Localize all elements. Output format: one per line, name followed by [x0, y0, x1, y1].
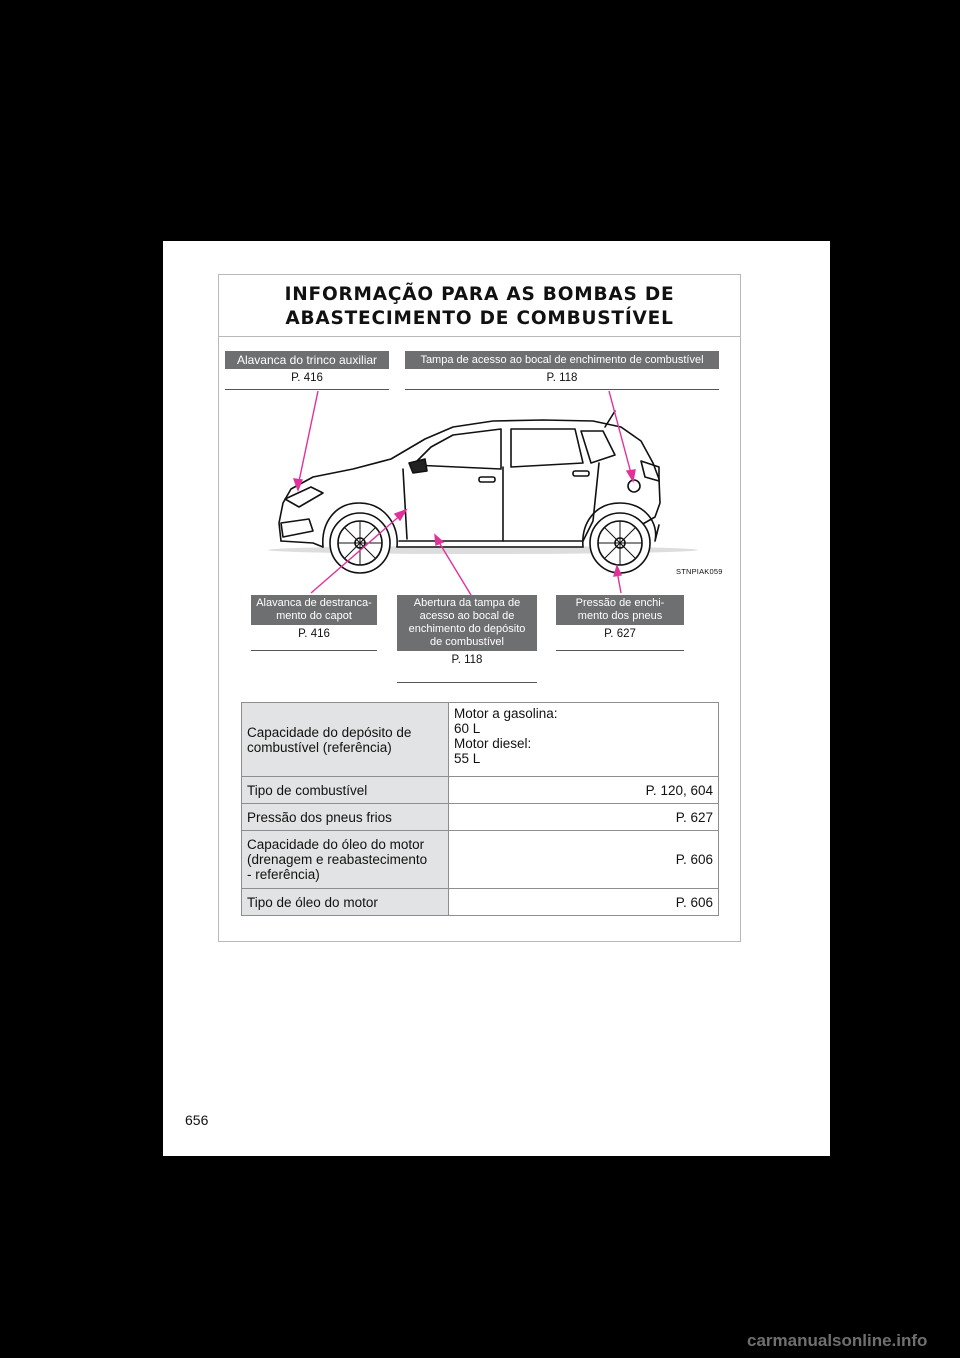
table-cell-value: P. 606 [449, 831, 719, 889]
table-row [242, 703, 719, 777]
callout-tire-pressure-label [556, 595, 684, 625]
callout-hood-release-label [251, 595, 377, 625]
table-cell-label: Tipo de óleo do motor [242, 889, 449, 916]
callout-fuel-opener-label [397, 595, 537, 651]
table-cell-label [242, 831, 449, 889]
callout-fuel-opener-line4: de combustível [430, 636, 504, 648]
divider [397, 682, 537, 683]
title-line-2: ABASTECIMENTO DE COMBUSTÍVEL [285, 308, 674, 329]
watermark-link[interactable]: carmanualsonline.info [747, 1331, 928, 1350]
table-row [242, 804, 719, 831]
table-row [242, 777, 719, 804]
callout-hood-release-line1: Alavanca de destranca- [256, 597, 372, 609]
table-cell-label: Pressão dos pneus frios [242, 804, 449, 831]
callout-fuel-opener-line3: enchimento do depósito [408, 623, 526, 635]
callout-hood-release [251, 595, 377, 641]
cell-line: Capacidade do óleo do motor [247, 837, 425, 852]
callout-hood-release-line2: mento do capot [276, 610, 352, 622]
callout-tire-pressure [556, 595, 684, 641]
cell-line: Motor diesel: [454, 736, 532, 751]
cell-line: Motor a gasolina: [454, 706, 558, 721]
table-row [242, 889, 719, 916]
table-cell-value [449, 703, 719, 777]
callout-fuel-opener [397, 595, 537, 667]
callout-fuel-door-page: P. 118 [546, 372, 578, 384]
table-cell-label: Tipo de combustível [242, 777, 449, 804]
callout-fuel-door [405, 351, 719, 385]
manual-page [163, 241, 830, 1156]
cell-line: - referência) [247, 867, 320, 882]
divider [225, 389, 389, 390]
divider [556, 650, 684, 651]
cell-line: Capacidade do depósito de [247, 724, 412, 740]
callout-tire-pressure-line1: Pressão de enchi- [575, 597, 665, 609]
callout-tire-pressure-page: P. 627 [604, 628, 636, 640]
table-cell-value: P. 606 [449, 889, 719, 916]
cell-line: 55 L [454, 751, 481, 766]
table-row [242, 831, 719, 889]
callout-fuel-door-label: Tampa de acesso ao bocal de enchimento de combustível [405, 351, 719, 369]
page-number: 656 [185, 1112, 209, 1128]
callout-aux-latch [225, 351, 389, 385]
callout-aux-latch-label: Alavanca do trinco auxiliar [225, 351, 389, 369]
cell-line: 60 L [454, 721, 481, 736]
callout-tire-pressure-line2: mento dos pneus [577, 610, 663, 622]
callout-fuel-opener-page: P. 118 [451, 654, 483, 666]
pointer-fuel-door [609, 391, 632, 477]
callout-hood-release-page: P. 416 [298, 628, 330, 640]
table-cell-value: P. 120, 604 [449, 777, 719, 804]
cell-line: combustível (referência) [247, 739, 392, 755]
fuel-info-table [241, 702, 719, 916]
cell-line: (drenagem e reabastecimento [247, 852, 428, 867]
table-cell-label [242, 703, 449, 777]
table-cell-value: P. 627 [449, 804, 719, 831]
title-line-1: INFORMAÇÃO PARA AS BOMBAS DE [284, 284, 675, 305]
divider [251, 650, 377, 651]
figure-code: STNPIAK059 [676, 567, 723, 576]
callout-fuel-opener-line2: acesso ao bocal de [419, 610, 515, 622]
callout-aux-latch-page: P. 416 [291, 372, 323, 384]
divider [405, 389, 719, 390]
pointer-aux-latch [298, 391, 318, 486]
callout-fuel-opener-line1: Abertura da tampa de [413, 597, 521, 609]
